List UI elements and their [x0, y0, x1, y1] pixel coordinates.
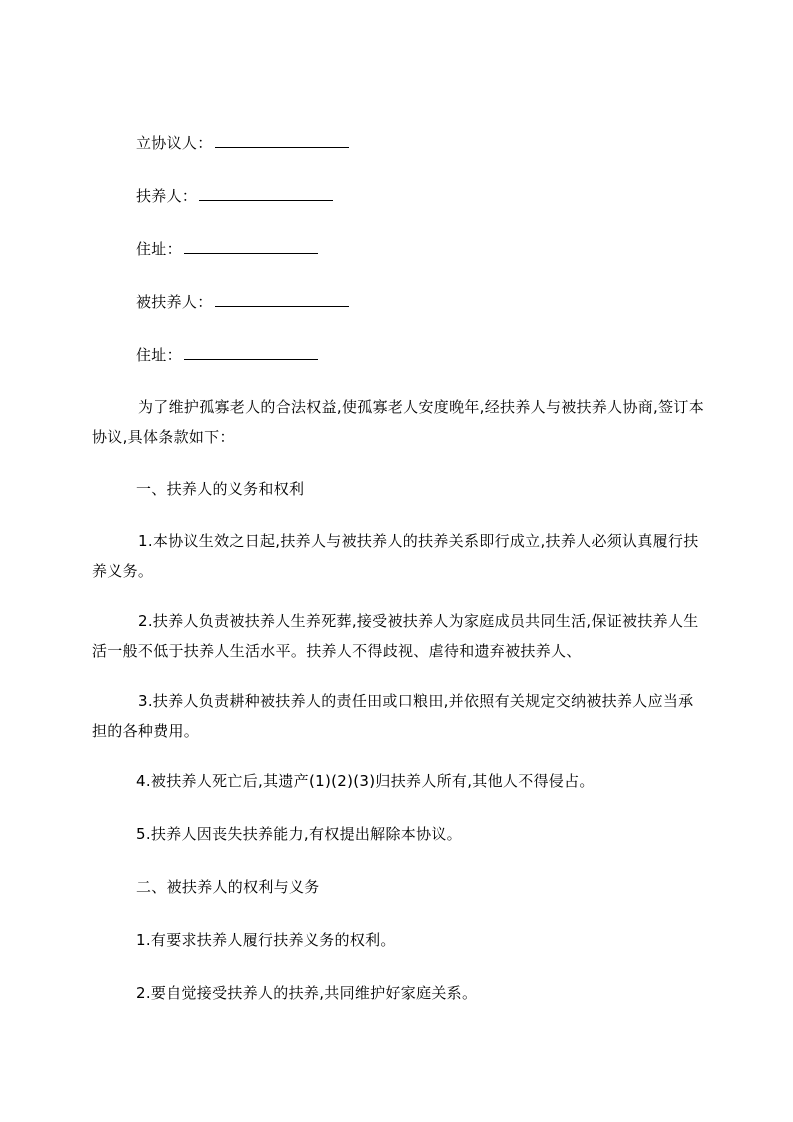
field-supported-person — [136, 291, 349, 313]
blank-line[interactable] — [184, 238, 318, 254]
section1-item-3: 3.扶养人负责耕种被扶养人的责任田或口粮田,并依照有关规定交纳被扶养人应当承担的各种费用。 — [92, 692, 694, 740]
section1-item-2: 2.扶养人负责被扶养人生养死葬,接受被扶养人为家庭成员共同生活,保证被扶养人生活一般不低于扶养人生活水平。扶养人不得歧视、虐待和遗弃被扶养人、 — [92, 612, 699, 660]
field-label: 住址： — [136, 346, 182, 364]
field-supporter-address — [136, 238, 318, 260]
section2-item-2: 2.要自觉接受扶养人的扶养,共同维护好家庭关系。 — [136, 984, 478, 1002]
blank-line[interactable] — [184, 344, 318, 360]
section2-title: 二、被扶养人的权利与义务 — [136, 878, 320, 896]
field-label: 住址： — [136, 240, 182, 258]
section1-title: 一、扶养人的义务和权利 — [136, 480, 305, 498]
blank-line[interactable] — [215, 132, 349, 148]
field-label: 扶养人： — [136, 187, 198, 205]
field-agreement-party — [136, 132, 349, 154]
section1-item-5: 5.扶养人因丧失扶养能力,有权提出解除本协议。 — [136, 825, 462, 843]
section1-item-4: 4.被扶养人死亡后,其遗产(1)(2)(3)归扶养人所有,其他人不得侵占。 — [136, 772, 595, 790]
field-supporter — [136, 185, 333, 207]
blank-line[interactable] — [215, 291, 349, 307]
field-label: 立协议人： — [136, 134, 213, 152]
field-supported-address — [136, 344, 318, 366]
blank-line[interactable] — [199, 185, 333, 201]
section1-item-1: 1.本协议生效之日起,扶养人与被扶养人的扶养关系即行成立,扶养人必须认真履行扶养义务。 — [92, 532, 699, 580]
section2-item-1: 1.有要求扶养人履行扶养义务的权利。 — [136, 931, 396, 949]
intro-paragraph: 为了维护孤寡老人的合法权益,使孤寡老人安度晚年,经扶养人与被扶养人协商,签订本协议,具体条款如下： — [92, 398, 705, 446]
field-label: 被扶养人： — [136, 293, 213, 311]
